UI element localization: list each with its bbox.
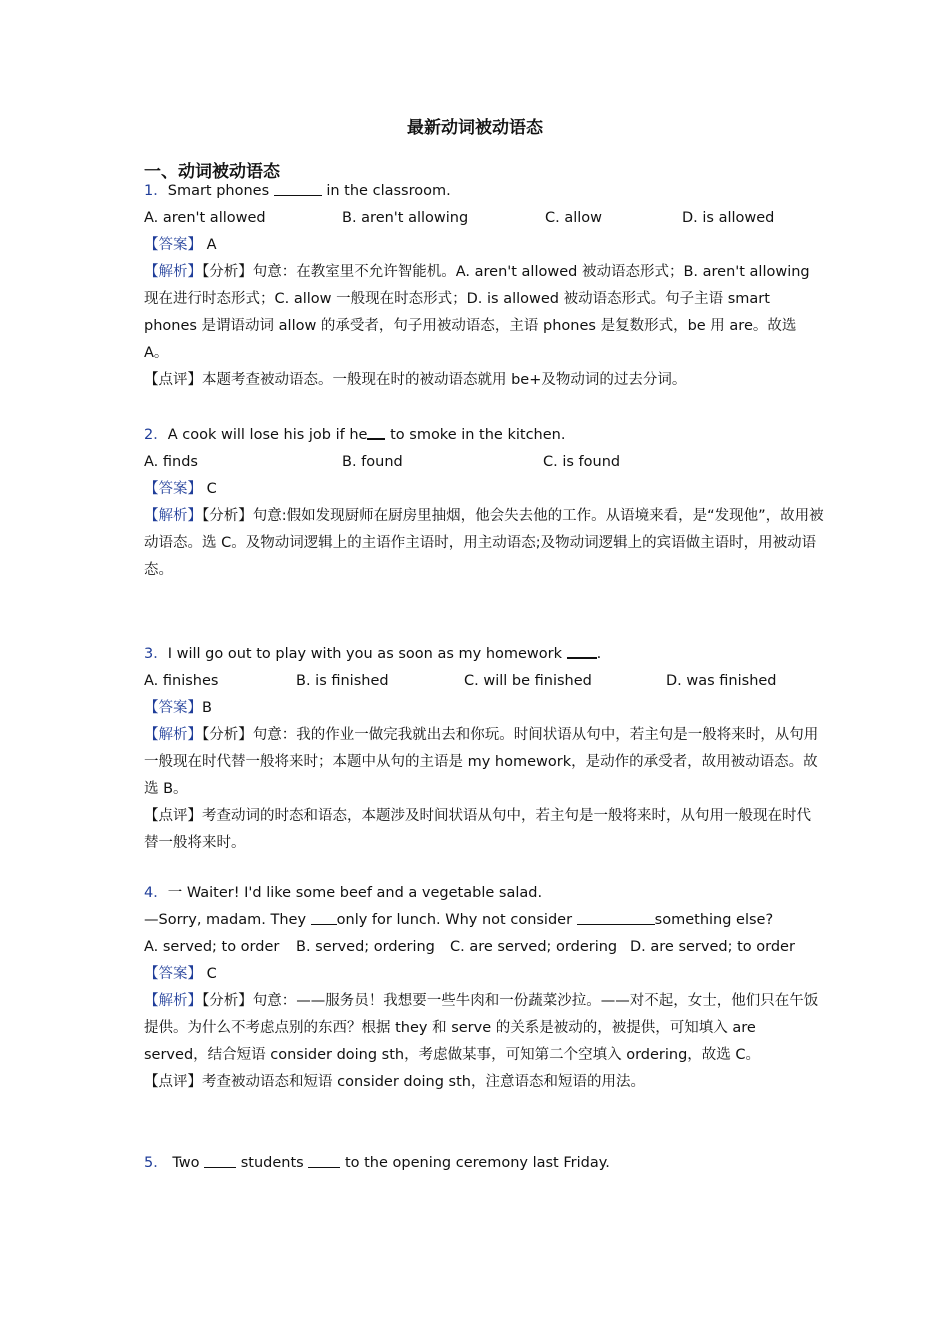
question-2-options (144, 449, 824, 476)
answer-line (144, 961, 824, 988)
document-title: 最新动词被动语态 (407, 118, 543, 138)
analysis-paragraph (144, 259, 824, 367)
answer-value: C (206, 966, 217, 982)
answer-label: 【答案】 (144, 966, 202, 982)
question-3-stem: 3．I will go out to play with you as soon as my homework . (144, 641, 824, 668)
answer-blank (567, 643, 597, 659)
answer-value: A (206, 237, 217, 253)
question-number: 2． (144, 427, 168, 443)
answer-value: C (206, 481, 217, 497)
comment-text: 考查动词的时态和语态，本题涉及时间状语从句中，若主句是一般将来时，从句用一般现在时代替一般将来时。 (144, 808, 811, 851)
question-4 (144, 880, 824, 1096)
answer-blank (367, 424, 385, 440)
analysis-label: 【解析】 (144, 727, 202, 743)
comment-paragraph (144, 367, 824, 394)
answer-value: B (202, 700, 212, 716)
question-2-stem: 2．A cook will lose his job if he to smoke in the kitchen. (144, 422, 824, 449)
comment-label: 【点评】 (144, 1074, 202, 1090)
analysis-paragraph (144, 988, 824, 1069)
answer-blank (274, 181, 322, 196)
option-a: A. finishes (144, 673, 219, 689)
option-a: A. aren't allowed (144, 210, 266, 226)
section-heading: 一、动词被动语态 (144, 162, 280, 182)
answer-blank (204, 1153, 236, 1168)
answer-line (144, 695, 824, 722)
option-c: C. are served; ordering (450, 939, 618, 955)
answer-label: 【答案】 (144, 237, 202, 253)
answer-label: 【答案】 (144, 700, 202, 716)
answer-blank (577, 910, 655, 925)
option-c: C. will be finished (464, 673, 592, 689)
question-5 (144, 1150, 824, 1177)
option-a: A. served; to order (144, 939, 280, 955)
answer-blank (308, 1153, 340, 1168)
comment-label: 【点评】 (144, 808, 202, 824)
question-4-reply: —Sorry, madam. They only for lunch. Why not consider something else? (144, 912, 774, 928)
option-c: C. allow (545, 210, 603, 226)
option-d: D. are served; to order (630, 939, 795, 955)
analysis-label: 【解析】 (144, 993, 202, 1009)
answer-label: 【答案】 (144, 481, 202, 497)
option-b: B. aren't allowing (342, 210, 469, 226)
analysis-label: 【解析】 (144, 264, 202, 280)
analysis-text: 句意：——服务员！我想要一些牛肉和一份蔬菜沙拉。——对不起，女士，他们只在午饭提供。为什么不考虑点别的东西？根据 they 和 serve 的关系是被动的，被提供，可知填入 are served，结合短语 consider doing sth，考虑做某事，可知第二个空填入 ordering，故选 C。 (144, 993, 819, 1063)
question-3-options (144, 668, 824, 695)
question-2 (144, 422, 824, 584)
fenxi-label: 【分析】 (202, 508, 253, 524)
option-a: A. finds (144, 454, 198, 470)
option-b: B. found (342, 454, 403, 470)
question-4-options (144, 934, 824, 961)
analysis-label: 【解析】 (144, 508, 202, 524)
option-b: B. is finished (296, 673, 389, 689)
option-c: C. is found (543, 454, 621, 470)
question-1-options (144, 205, 824, 232)
fenxi-label: 【分析】 (202, 264, 253, 280)
question-1 (144, 178, 824, 394)
option-b: B. served; ordering (296, 939, 435, 955)
analysis-paragraph (144, 722, 824, 803)
question-4-stem: 4．一 Waiter! I'd like some beef and a vegetable salad. (144, 885, 543, 901)
question-5-stem: 5． Two students to the opening ceremony last Friday. (144, 1155, 610, 1171)
comment-paragraph (144, 1069, 824, 1096)
comment-paragraph (144, 803, 824, 857)
analysis-text: 句意：在教室里不允许智能机。A. aren't allowed 被动语态形式；B. aren't allowing 现在进行时态形式；C. allow 一般现在时态形式；D. is allowed 被动语态形式。句子主语 smart phones 是谓语动词 allow 的承受者，句子用被动语态，主语 phones 是复数形式，be 用 are。故选 A。 (144, 264, 810, 361)
option-d: D. is allowed (682, 210, 775, 226)
question-number: 5． (144, 1155, 168, 1171)
question-number: 1． (144, 183, 168, 199)
fenxi-label: 【分析】 (202, 993, 253, 1009)
question-3 (144, 641, 824, 857)
answer-line (144, 476, 824, 503)
option-d: D. was finished (666, 673, 777, 689)
comment-text: 本题考查被动语态。一般现在时的被动语态就用 be+及物动词的过去分词。 (202, 372, 687, 388)
comment-text: 考查被动语态和短语 consider doing sth，注意语态和短语的用法。 (202, 1074, 645, 1090)
comment-label: 【点评】 (144, 372, 202, 388)
question-number: 3． (144, 646, 168, 662)
question-number: 4． (144, 885, 168, 901)
analysis-text: 句意:假如发现厨师在厨房里抽烟，他会失去他的工作。从语境来看，是“发现他”，故用被动语态。选 C。及物动词逻辑上的主语作主语时，用主动语态;及物动词逻辑上的宾语做主语时，用被动语态。 (144, 508, 824, 578)
fenxi-label: 【分析】 (202, 727, 253, 743)
question-1-stem: 1．Smart phones in the classroom. (144, 183, 451, 199)
analysis-text: 句意：我的作业一做完我就出去和你玩。时间状语从句中，若主句是一般将来时，从句用一般现在时代替一般将来时；本题中从句的主语是 my homework，是动作的承受者，故用被动语态。故选 B。 (144, 727, 819, 797)
answer-line (144, 232, 824, 259)
answer-blank (311, 910, 337, 925)
analysis-paragraph (144, 503, 824, 584)
